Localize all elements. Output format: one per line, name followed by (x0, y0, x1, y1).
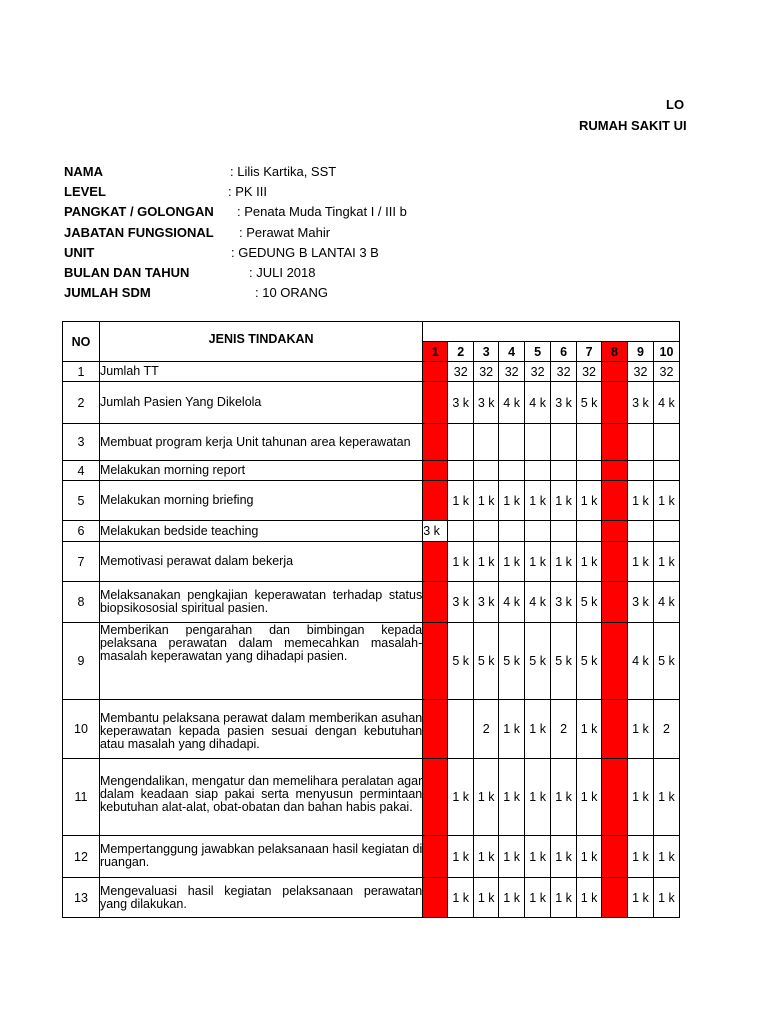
day-value-cell (423, 759, 448, 836)
day-value-cell: 3 k (448, 582, 474, 623)
day-value-cell (448, 521, 474, 542)
activity-name: Jumlah Pasien Yang Dikelola (99, 382, 422, 424)
day-value-cell: 3 k (627, 382, 653, 424)
day-value-cell (448, 461, 474, 481)
row-number: 5 (63, 481, 100, 521)
day-value-cell: 3 k (423, 521, 448, 542)
row-number: 10 (63, 700, 100, 759)
day-value-cell (423, 362, 448, 382)
info-label: NAMA (64, 164, 103, 179)
day-value-cell: 1 k (499, 759, 525, 836)
info-label: JABATAN FUNGSIONAL (64, 225, 214, 240)
day-value-cell (423, 700, 448, 759)
day-value-cell: 3 k (627, 582, 653, 623)
day-value-cell (602, 623, 628, 700)
day-header-3: 3 (474, 342, 499, 362)
day-value-cell: 5 k (474, 623, 499, 700)
day-value-cell: 1 k (627, 700, 653, 759)
day-value-cell (423, 836, 448, 878)
day-value-cell: 1 k (627, 759, 653, 836)
day-value-cell: 1 k (653, 878, 679, 918)
day-value-cell: 1 k (448, 481, 474, 521)
day-value-cell: 4 k (653, 582, 679, 623)
day-value-cell (577, 461, 602, 481)
day-value-cell: 1 k (499, 878, 525, 918)
day-value-cell: 1 k (653, 759, 679, 836)
day-value-cell: 1 k (551, 836, 577, 878)
day-value-cell (423, 481, 448, 521)
day-value-cell: 1 k (474, 878, 499, 918)
day-value-cell: 5 k (577, 382, 602, 424)
day-value-cell: 3 k (448, 382, 474, 424)
day-value-cell: 1 k (525, 759, 551, 836)
day-value-cell: 5 k (653, 623, 679, 700)
day-value-cell: 1 k (627, 836, 653, 878)
activity-name: Memberikan pengarahan dan bimbingan kepada pelaksana perawatan dalam memecahkan masalah-masalah keperawatan yang dihadapi pasien. (99, 623, 422, 700)
day-value-cell (602, 582, 628, 623)
day-value-cell: 4 k (525, 582, 551, 623)
activity-name: Mempertanggung jawabkan pelaksanaan hasil kegiatan di ruangan. (99, 836, 422, 878)
day-value-cell: 1 k (577, 759, 602, 836)
day-header-6: 6 (551, 342, 577, 362)
row-number: 1 (63, 362, 100, 382)
day-value-cell: 1 k (653, 542, 679, 582)
row-number: 4 (63, 461, 100, 481)
table-row (63, 582, 680, 623)
day-value-cell (423, 623, 448, 700)
day-value-cell: 4 k (525, 382, 551, 424)
day-value-cell: 1 k (525, 878, 551, 918)
day-value-cell (551, 424, 577, 461)
day-value-cell: 1 k (525, 542, 551, 582)
day-value-cell: 4 k (499, 582, 525, 623)
day-value-cell: 1 k (499, 481, 525, 521)
day-value-cell (602, 461, 628, 481)
row-number: 12 (63, 836, 100, 878)
day-value-cell: 1 k (448, 836, 474, 878)
day-value-cell: 1 k (577, 700, 602, 759)
day-value-cell: 1 k (551, 878, 577, 918)
table-row (63, 623, 680, 700)
day-value-cell (423, 582, 448, 623)
day-value-cell: 1 k (577, 836, 602, 878)
day-value-cell: 5 k (499, 623, 525, 700)
day-value-cell (602, 521, 628, 542)
info-value: : GEDUNG B LANTAI 3 B (231, 245, 379, 260)
day-value-cell: 1 k (551, 542, 577, 582)
day-header-5: 5 (525, 342, 551, 362)
column-header-activity: JENIS TINDAKAN (99, 322, 422, 362)
day-value-cell (525, 461, 551, 481)
day-value-cell (499, 461, 525, 481)
day-value-cell: 1 k (448, 759, 474, 836)
day-value-cell (602, 382, 628, 424)
info-value: : Perawat Mahir (239, 225, 331, 240)
row-number: 9 (63, 623, 100, 700)
activity-name: Membuat program kerja Unit tahunan area keperawatan (99, 424, 422, 461)
activity-name: Membantu pelaksana perawat dalam memberikan asuhan keperawatan kepada pasien sesuai dengan kebutuhan atau masalah yang dihadapi. (99, 700, 422, 759)
activity-name: Melakukan morning briefing (99, 481, 422, 521)
day-header-7: 7 (577, 342, 602, 362)
day-value-cell: 2 (474, 700, 499, 759)
day-value-cell: 1 k (474, 542, 499, 582)
day-value-cell (525, 521, 551, 542)
row-number: 13 (63, 878, 100, 918)
day-value-cell: 1 k (525, 481, 551, 521)
day-value-cell: 3 k (551, 582, 577, 623)
day-value-cell (653, 424, 679, 461)
day-value-cell: 1 k (577, 878, 602, 918)
day-value-cell: 1 k (627, 542, 653, 582)
row-number: 8 (63, 582, 100, 623)
day-value-cell: 5 k (577, 623, 602, 700)
day-value-cell: 1 k (653, 481, 679, 521)
day-value-cell: 1 k (448, 878, 474, 918)
day-value-cell: 2 (653, 700, 679, 759)
activity-table (62, 321, 680, 918)
day-value-cell (423, 461, 448, 481)
day-value-cell (423, 878, 448, 918)
info-value: : 10 ORANG (255, 285, 328, 300)
activity-name: Melakukan morning report (99, 461, 422, 481)
activity-name: Mengevaluasi hasil kegiatan pelaksanaan perawatan yang dilakukan. (99, 878, 422, 918)
row-number: 2 (63, 382, 100, 424)
info-label: JUMLAH SDM (64, 285, 151, 300)
day-header-10: 10 (653, 342, 679, 362)
day-value-cell: 32 (474, 362, 499, 382)
day-header-8: 8 (602, 342, 628, 362)
day-value-cell: 32 (577, 362, 602, 382)
day-value-cell: 32 (551, 362, 577, 382)
activity-name: Melakukan bedside teaching (99, 521, 422, 542)
day-header-1: 1 (423, 342, 448, 362)
day-value-cell: 3 k (551, 382, 577, 424)
day-value-cell: 1 k (551, 481, 577, 521)
day-value-cell: 5 k (577, 582, 602, 623)
day-value-cell: 1 k (499, 836, 525, 878)
day-value-cell (602, 481, 628, 521)
day-value-cell: 1 k (525, 836, 551, 878)
info-label: BULAN DAN TAHUN (64, 265, 190, 280)
day-value-cell: 32 (525, 362, 551, 382)
day-value-cell (653, 461, 679, 481)
day-value-cell (602, 836, 628, 878)
table-row (63, 362, 680, 382)
row-number: 3 (63, 424, 100, 461)
day-value-cell: 4 k (499, 382, 525, 424)
hospital-name: RUMAH SAKIT UI (579, 118, 687, 133)
day-value-cell (448, 700, 474, 759)
day-value-cell: 1 k (577, 481, 602, 521)
day-value-cell (602, 362, 628, 382)
day-value-cell (474, 461, 499, 481)
day-value-cell (499, 424, 525, 461)
day-value-cell: 1 k (551, 759, 577, 836)
day-header-4: 4 (499, 342, 525, 362)
day-header-2: 2 (448, 342, 474, 362)
row-number: 11 (63, 759, 100, 836)
day-value-cell (627, 461, 653, 481)
day-value-cell (551, 521, 577, 542)
activity-name: Mengendalikan, mengatur dan memelihara peralatan agar dalam keadaan siap pakai serta menyusun permintaan kebutuhan alat-alat, obat-obatan dan bahan habis pakai. (99, 759, 422, 836)
day-value-cell: 2 (551, 700, 577, 759)
info-value: : Penata Muda Tingkat I / III b (237, 204, 407, 219)
day-value-cell: 3 k (474, 382, 499, 424)
day-value-cell: 32 (627, 362, 653, 382)
info-label: UNIT (64, 245, 95, 260)
day-value-cell (627, 424, 653, 461)
document-title: LO (666, 97, 685, 112)
day-value-cell (525, 424, 551, 461)
info-label: LEVEL (64, 184, 106, 199)
day-value-cell: 1 k (499, 542, 525, 582)
day-value-cell: 1 k (474, 481, 499, 521)
table-row (63, 542, 680, 582)
table-row (63, 759, 680, 836)
day-value-cell: 4 k (627, 623, 653, 700)
day-value-cell (423, 542, 448, 582)
day-value-cell: 32 (499, 362, 525, 382)
day-value-cell: 5 k (525, 623, 551, 700)
table-row (63, 521, 680, 542)
day-value-cell: 3 k (474, 582, 499, 623)
table-header-row (63, 322, 680, 342)
info-label: PANGKAT / GOLONGAN (64, 204, 214, 219)
table-row (63, 836, 680, 878)
day-value-cell: 1 k (627, 481, 653, 521)
day-value-cell (423, 424, 448, 461)
day-value-cell: 5 k (551, 623, 577, 700)
table-row (63, 700, 680, 759)
day-value-cell: 1 k (499, 700, 525, 759)
day-value-cell: 1 k (448, 542, 474, 582)
day-value-cell (602, 878, 628, 918)
day-group-header (423, 322, 680, 342)
day-value-cell (577, 424, 602, 461)
day-value-cell: 32 (653, 362, 679, 382)
day-value-cell (499, 521, 525, 542)
day-value-cell: 1 k (627, 878, 653, 918)
day-value-cell (602, 759, 628, 836)
day-value-cell: 4 k (653, 382, 679, 424)
day-value-cell (653, 521, 679, 542)
day-value-cell (602, 424, 628, 461)
table-row (63, 461, 680, 481)
info-value: : PK III (228, 184, 268, 199)
table-row (63, 481, 680, 521)
day-value-cell: 1 k (577, 542, 602, 582)
day-value-cell (474, 521, 499, 542)
day-value-cell: 1 k (474, 759, 499, 836)
day-value-cell (577, 521, 602, 542)
table-row (63, 878, 680, 918)
day-value-cell: 1 k (474, 836, 499, 878)
day-value-cell (474, 424, 499, 461)
day-header-9: 9 (627, 342, 653, 362)
activity-name: Jumlah TT (99, 362, 422, 382)
day-value-cell (627, 521, 653, 542)
day-value-cell (423, 382, 448, 424)
table-row (63, 382, 680, 424)
day-value-cell (448, 424, 474, 461)
info-value: : Lilis Kartika, SST (230, 164, 337, 179)
day-value-cell: 32 (448, 362, 474, 382)
column-header-no: NO (63, 322, 100, 362)
row-number: 7 (63, 542, 100, 582)
info-value: : JULI 2018 (249, 265, 316, 280)
row-number: 6 (63, 521, 100, 542)
day-value-cell: 1 k (525, 700, 551, 759)
table-row (63, 424, 680, 461)
day-value-cell: 1 k (653, 836, 679, 878)
day-value-cell (551, 461, 577, 481)
day-value-cell: 5 k (448, 623, 474, 700)
activity-name: Melaksanakan pengkajian keperawatan terhadap status biopsikososial spiritual pasien. (99, 582, 422, 623)
day-value-cell (602, 542, 628, 582)
day-value-cell (602, 700, 628, 759)
activity-name: Memotivasi perawat dalam bekerja (99, 542, 422, 582)
